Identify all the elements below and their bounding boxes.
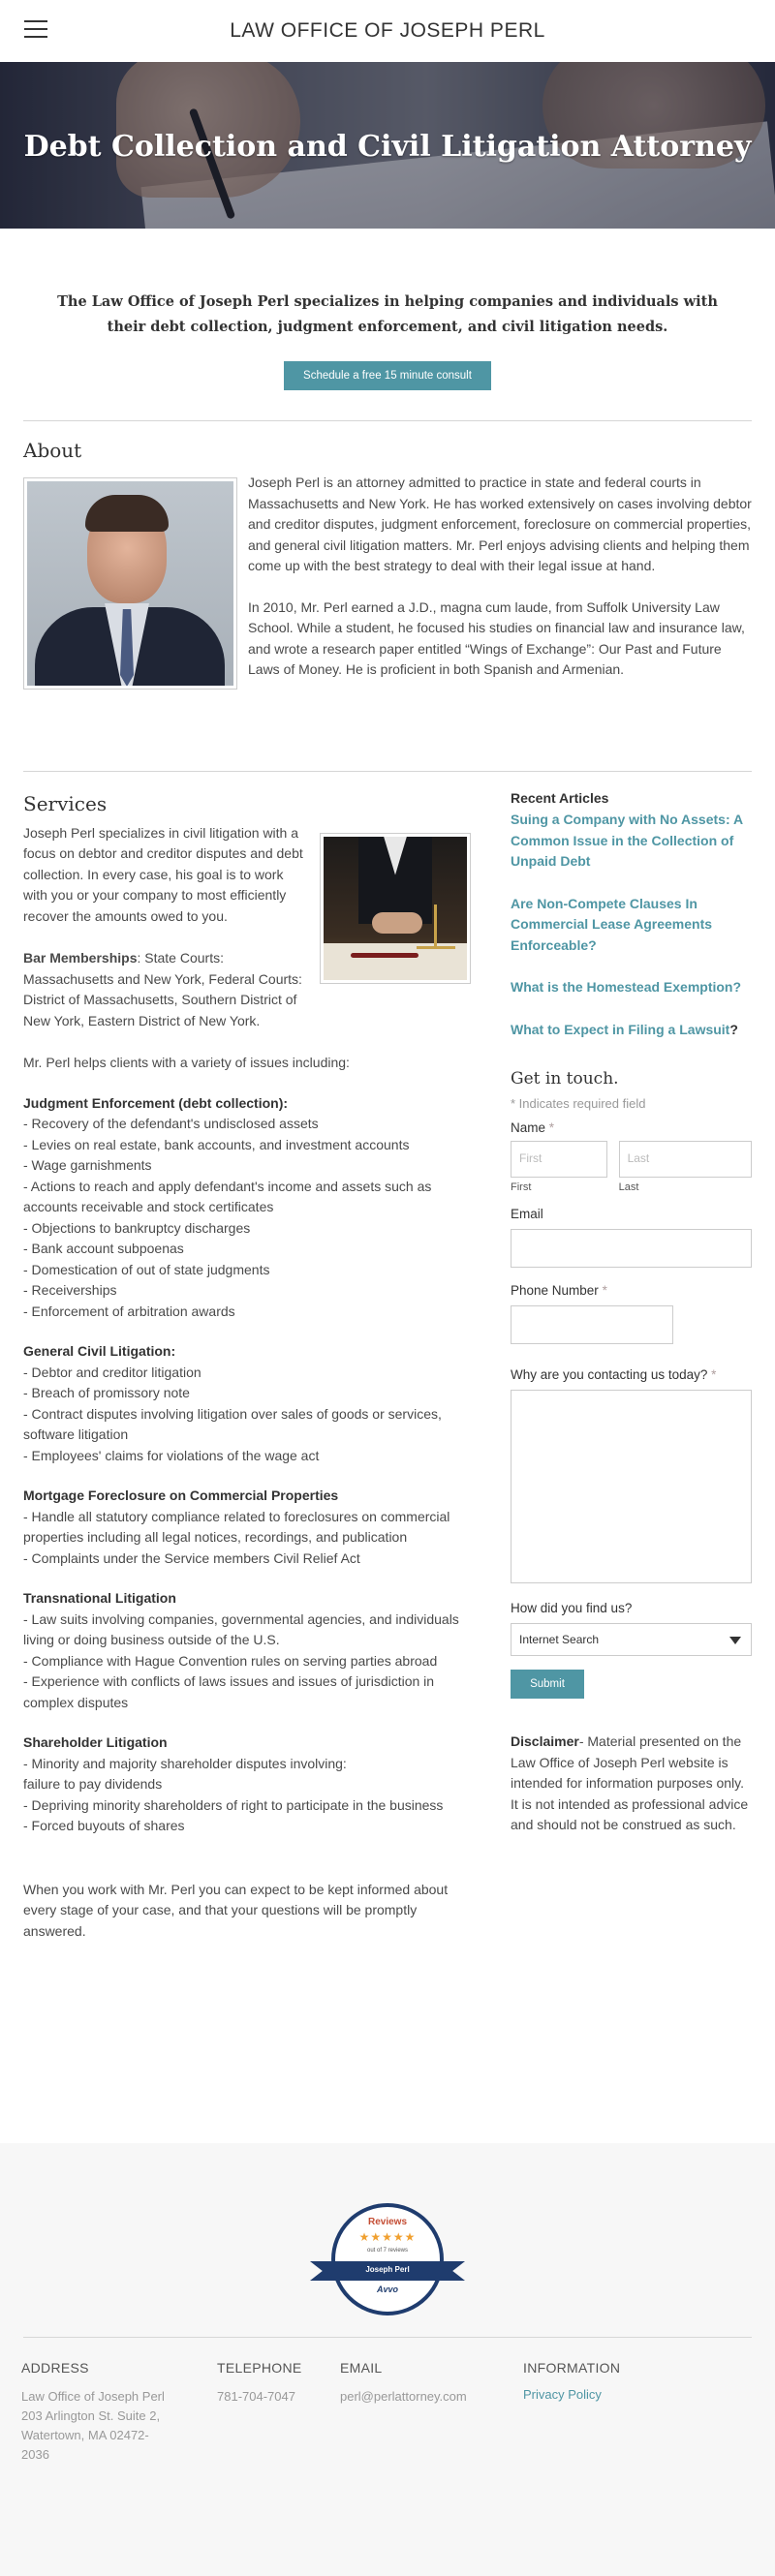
intro-text: The Law Office of Joseph Perl specializes in helping companies and individuals with their debt collection, judgment enforcement, and civil litigation needs. (57, 293, 718, 335)
service-item: - Wage garnishments (23, 1157, 152, 1173)
service-item: - Actions to reach and apply defendant's income and assets such as accounts receivable and stock certificates (23, 1178, 432, 1214)
email-input[interactable] (511, 1229, 752, 1268)
address-line: Watertown, MA 02472- (21, 2428, 149, 2442)
service-block (23, 1733, 479, 1837)
schedule-consult-button[interactable]: Schedule a free 15 minute consult (284, 361, 491, 390)
footer-address (21, 2360, 196, 2465)
service-heading: Transnational Litigation (23, 1590, 176, 1606)
first-name-sublabel: First (511, 1181, 532, 1193)
contact-form-title: Get in touch. (511, 1069, 619, 1089)
service-block (23, 1588, 479, 1713)
first-name-input[interactable]: First (511, 1141, 607, 1178)
intro-section (0, 229, 775, 390)
service-item: - Handle all statutory compliance related to foreclosures on commercial properties including all legal notices, recordings, and publication (23, 1508, 450, 1545)
service-item: - Debtor and creditor litigation (23, 1364, 202, 1380)
telephone-title: TELEPHONE (217, 2360, 302, 2376)
article-link[interactable]: What to Expect in Filing a Lawsuit? (511, 1021, 738, 1037)
service-heading: Mortgage Foreclosure on Commercial Properties (23, 1487, 339, 1503)
service-item: - Receiverships (23, 1282, 117, 1298)
disclaimer: Disclaimer- Material presented on the Law Office of Joseph Perl website is intended for information purposes only. It is not intended as professional advice and should not be construed as such. (511, 1733, 749, 1832)
telephone-value[interactable]: 781-704-7047 (217, 2389, 295, 2404)
address-line: 2036 (21, 2447, 49, 2462)
name-row (511, 1141, 752, 1193)
article-link[interactable]: Suing a Company with No Assets: A Common Issue in the Collection of Unpaid Debt (511, 812, 743, 869)
service-item: - Domestication of out of state judgments (23, 1261, 270, 1277)
hero-heading: Debt Collection and Civil Litigation Attorney (23, 130, 752, 164)
message-textarea[interactable] (511, 1390, 752, 1583)
service-item: - Compliance with Hague Convention rules on serving parties abroad (23, 1652, 438, 1669)
footer-information (523, 2360, 620, 2402)
last-name-input[interactable]: Last (619, 1141, 752, 1178)
hamburger-menu-icon[interactable] (24, 20, 47, 40)
avvo-logo: Avvo (376, 2285, 398, 2294)
service-item: - Breach of promissory note (23, 1385, 190, 1400)
badge-name: Joseph Perl (365, 2265, 410, 2274)
hero-banner (0, 62, 775, 229)
last-name-sublabel: Last (618, 1181, 639, 1193)
information-title: INFORMATION (523, 2360, 621, 2376)
service-item: - Depriving minority shareholders of right to participate in the business (23, 1796, 444, 1813)
phone-label: Phone Number * (511, 1283, 607, 1298)
footer-telephone (217, 2360, 302, 2407)
lawyer-gavel-image (320, 833, 471, 984)
address-title: ADDRESS (21, 2360, 89, 2376)
services-closing: When you work with Mr. Perl you can expect to be kept informed about every stage of your case, and that your questions will be promptly answered. (23, 1881, 449, 1939)
recent-articles-title: Recent Articles (511, 790, 609, 806)
service-heading: Shareholder Litigation (23, 1734, 168, 1750)
email-label: Email (511, 1207, 543, 1221)
avvo-reviews-badge[interactable] (310, 2203, 465, 2317)
service-heading: Judgment Enforcement (debt collection): (23, 1094, 289, 1111)
service-item: - Complaints under the Service members Civil Relief Act (23, 1549, 360, 1566)
email-value[interactable]: perl@perlattorney.com (340, 2389, 467, 2404)
site-header (0, 0, 775, 62)
services-intro: Joseph Perl specializes in civil litigation with a focus on debtor and creditor disputes and debt collection. In every case, his goal is to work with you or your company to most efficiently recover the amounts owed to you. (23, 823, 479, 928)
about-title: About (23, 439, 82, 462)
service-item: - Objections to bankruptcy discharges (23, 1219, 251, 1236)
badge-review-count: out of 7 reviews (366, 2248, 409, 2254)
service-block (23, 1341, 479, 1466)
chevron-down-icon (729, 1637, 741, 1644)
how-found-select[interactable]: Internet Search (511, 1623, 752, 1656)
service-item: - Experience with conflicts of laws issues and issues of jurisdiction in complex disputes (23, 1673, 435, 1710)
phone-input[interactable] (511, 1305, 673, 1344)
about-paragraph: In 2010, Mr. Perl earned a J.D., magna cum laude, from Suffolk University Law School. While a student, he focused his studies on financial law and insurance law, and wrote a research paper entitled “Wings of Exchange”: Our Past and Future Laws of Money. He is proficient in both Spanish and Armenian. (248, 598, 745, 677)
footer-email (340, 2360, 467, 2407)
article-link[interactable]: Are Non-Compete Clauses In Commercial Lease Agreements Enforceable? (511, 895, 713, 953)
service-block (23, 1093, 479, 1323)
last-name-cell (619, 1141, 752, 1193)
service-item: - Levies on real estate, bank accounts, and investment accounts (23, 1136, 410, 1152)
service-item: - Law suits involving companies, governmental agencies, and individuals living or doing business outside of the U.S. (23, 1610, 459, 1647)
sidebar (511, 790, 752, 1836)
service-blocks (23, 1093, 479, 1837)
site-title[interactable]: LAW OFFICE OF JOSEPH PERL (230, 19, 545, 42)
email-title: EMAIL (340, 2360, 383, 2376)
service-item: - Employees' claims for violations of the wage act (23, 1447, 320, 1463)
article-link[interactable]: What is the Homestead Exemption? (511, 979, 742, 995)
section-divider (23, 420, 752, 421)
footer-divider (23, 2337, 752, 2338)
about-paragraph: Joseph Perl is an attorney admitted to practice in state and federal courts in Massachusetts and New York. He has worked extensively on cases involving debtor and creditor disputes, judgment enforcement, foreclosure on commercial properties, and general civil litigation matters. Mr. Perl enjoys advising clients and helping them come up with the best strategy to deal with their legal issue at hand. (248, 475, 752, 573)
required-note: * Indicates required field (511, 1096, 646, 1111)
services-section (23, 794, 479, 1942)
why-label: Why are you contacting us today? * (511, 1367, 717, 1382)
service-item: - Minority and majority shareholder disputes involving: (23, 1755, 347, 1771)
site-footer (0, 2143, 775, 2576)
first-name-cell (511, 1141, 607, 1193)
service-item: - Recovery of the defendant's undisclosed assets (23, 1116, 319, 1131)
service-item: failure to pay dividends (23, 1776, 163, 1792)
attorney-portrait-image (23, 477, 237, 690)
service-heading: General Civil Litigation: (23, 1343, 176, 1359)
how-label: How did you find us? (511, 1601, 633, 1615)
address-line: Law Office of Joseph Perl (21, 2389, 165, 2404)
service-item: - Bank account subpoenas (23, 1241, 184, 1256)
star-rating-icon: ★★★★★ (358, 2230, 417, 2244)
helps-text: Mr. Perl helps clients with a variety of issues including: (23, 1055, 350, 1070)
privacy-policy-link[interactable]: Privacy Policy (523, 2387, 602, 2402)
service-item: - Enforcement of arbitration awards (23, 1303, 235, 1319)
service-item: - Forced buyouts of shares (23, 1818, 185, 1833)
service-block (23, 1486, 479, 1569)
section-divider (23, 771, 752, 772)
bar-memberships: Bar Memberships: State Courts: Massachusetts and New York, Federal Courts: District of Massachusetts, Southern District of New York, Eastern District of New York. (23, 950, 302, 1028)
service-item: - Contract disputes involving litigation over sales of goods or services, software litigation (23, 1405, 442, 1442)
name-label: Name * (511, 1120, 555, 1135)
badge-title: Reviews (367, 2217, 408, 2227)
address-line: 203 Arlington St. Suite 2, (21, 2408, 161, 2423)
services-title: Services (23, 792, 108, 815)
submit-button[interactable]: Submit (511, 1670, 584, 1699)
